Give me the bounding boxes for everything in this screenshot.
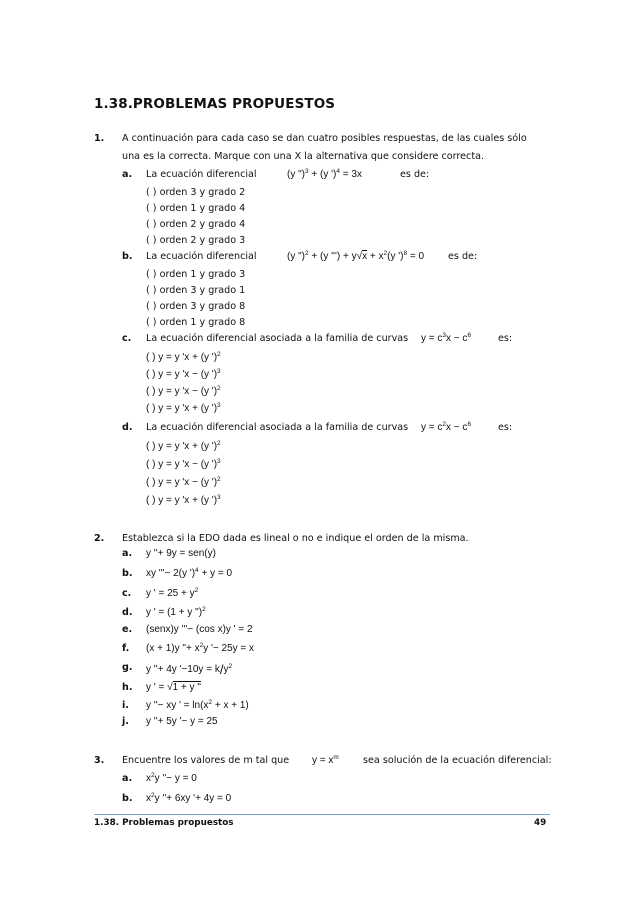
item-2g-label: g.: [122, 662, 133, 673]
item-2j-label: j.: [122, 716, 129, 727]
item-1c-option: ( ) y = y 'x + (y ')$^3$: [146, 402, 221, 414]
problem-2-number: 2.: [94, 533, 105, 544]
item-2g-equation: y ''+ 4y '$-10y = k/y^2$: [146, 662, 233, 677]
item-1d-option: ( ) y = y 'x + (y ')$^3$: [146, 494, 221, 506]
item-1c-option: ( ) y = y 'x + (y ')$^2$: [146, 351, 221, 363]
item-1a-option: ( ) orden 2 y grado 4: [146, 219, 246, 230]
item-1b-option: ( ) orden 1 y grado 8: [146, 317, 246, 328]
problem-3-intro-equation: $y = x^m$: [312, 754, 339, 766]
item-1d-option: ( ) y = y 'x − (y ')$^2$: [146, 476, 221, 488]
item-1b-option: ( ) orden 1 y grado 3: [146, 269, 246, 280]
item-1a-suffix: es de:: [400, 169, 430, 180]
item-2d-equation: y ' = (1 + y ")$^2$: [146, 606, 206, 618]
item-1a-equation: (y ")$^3$ + (y ')$^4$ = 3x: [287, 168, 362, 180]
problem-3-number: 3.: [94, 755, 105, 766]
item-3b-equation: $x^2y$ ''+ 6xy '+ 4y = 0: [146, 792, 232, 804]
item-2b-label: b.: [122, 568, 133, 579]
problem-2-intro: Establezca si la EDO dada es lineal o no e indique el orden de la misma.: [122, 533, 469, 544]
item-1c-option: ( ) y = y 'x − (y ')$^3$: [146, 368, 221, 380]
item-3a-equation: $x^2y$ ''− y = 0: [146, 772, 197, 784]
problem-3-intro: Encuentre los valores de m tal que: [122, 755, 290, 766]
item-1b-label: b.: [122, 251, 133, 262]
item-2j-equation: y ''+ 5y '− y = 25: [146, 716, 218, 727]
item-2f-equation: (x + 1)y "+ $x^2y$ '− 25y = x: [146, 642, 255, 654]
item-2e-label: e.: [122, 624, 133, 635]
item-3a-label: a.: [122, 773, 133, 784]
item-2c-equation: y ' = $25 + y^2$: [146, 587, 199, 599]
problem-1-intro-line2: una es la correcta. Marque con una X la alternativa que considere correcta.: [122, 151, 485, 162]
item-1b-option: ( ) orden 3 y grado 8: [146, 301, 246, 312]
item-1d-suffix: es:: [498, 422, 513, 433]
item-2a-equation: y ''+ 9y = sen(y): [146, 548, 216, 559]
footer-divider: [94, 814, 550, 815]
problem-3-intro-suffix: sea solución de la ecuación diferencial:: [363, 755, 552, 766]
problem-1-number: 1.: [94, 133, 105, 144]
item-1b-equation: (y ")$^2$ + (y ''') + $y√x + x^2(y$ ')$^8$ = 0: [287, 250, 425, 262]
problem-1-intro-line1: A continuación para cada caso se dan cuatro posibles respuestas, de las cuales sólo: [122, 133, 527, 144]
item-1a-option: ( ) orden 2 y grado 3: [146, 235, 246, 246]
item-1b-text: La ecuación diferencial: [146, 251, 257, 262]
item-1d-text: La ecuación diferencial asociada a la familia de curvas: [146, 422, 409, 433]
item-1b-option: ( ) orden 3 y grado 1: [146, 285, 246, 296]
item-1c-option: ( ) y = y 'x − (y ')$^2$: [146, 385, 221, 397]
item-1d-option: ( ) y = y 'x − (y ')$^3$: [146, 458, 221, 470]
item-1a-label: a.: [122, 169, 133, 180]
item-1c-text: La ecuación diferencial asociada a la familia de curvas: [146, 333, 409, 344]
item-2a-label: a.: [122, 548, 133, 559]
item-1d-label: d.: [122, 422, 133, 433]
item-3b-label: b.: [122, 793, 133, 804]
item-1d-family: $y = c^2x - c^6$: [421, 421, 472, 433]
page-number: 49: [534, 818, 547, 828]
item-2c-label: c.: [122, 588, 132, 599]
item-2f-label: f.: [122, 643, 130, 654]
item-1a-text: La ecuación diferencial: [146, 169, 257, 180]
item-1c-suffix: es:: [498, 333, 513, 344]
item-2i-label: i.: [122, 700, 129, 711]
item-1a-option: ( ) orden 1 y grado 4: [146, 203, 246, 214]
item-1c-label: c.: [122, 333, 132, 344]
footer-section-title: 1.38. Problemas propuestos: [94, 818, 234, 828]
item-2h-equation: y ' = √1 + y ": [146, 682, 201, 693]
item-1a-option: ( ) orden 3 y grado 2: [146, 187, 246, 198]
item-2e-equation: (senx)y '''− (cos x)y ' = 2: [146, 624, 253, 635]
section-title: 1.38.PROBLEMAS PROPUESTOS: [94, 96, 336, 112]
item-2b-equation: xy '''− 2(y ')$^4$ + y = 0: [146, 567, 233, 579]
item-2h-label: h.: [122, 682, 133, 693]
item-1c-family: $y = c^3x - c^6$: [421, 332, 472, 344]
item-2d-label: d.: [122, 607, 133, 618]
item-1b-suffix: es de:: [448, 251, 478, 262]
item-1d-option: ( ) y = y 'x + (y ')$^2$: [146, 440, 221, 452]
item-2i-equation: y ''− xy ' = $\ln(x^2 + x + 1)$: [146, 699, 249, 711]
